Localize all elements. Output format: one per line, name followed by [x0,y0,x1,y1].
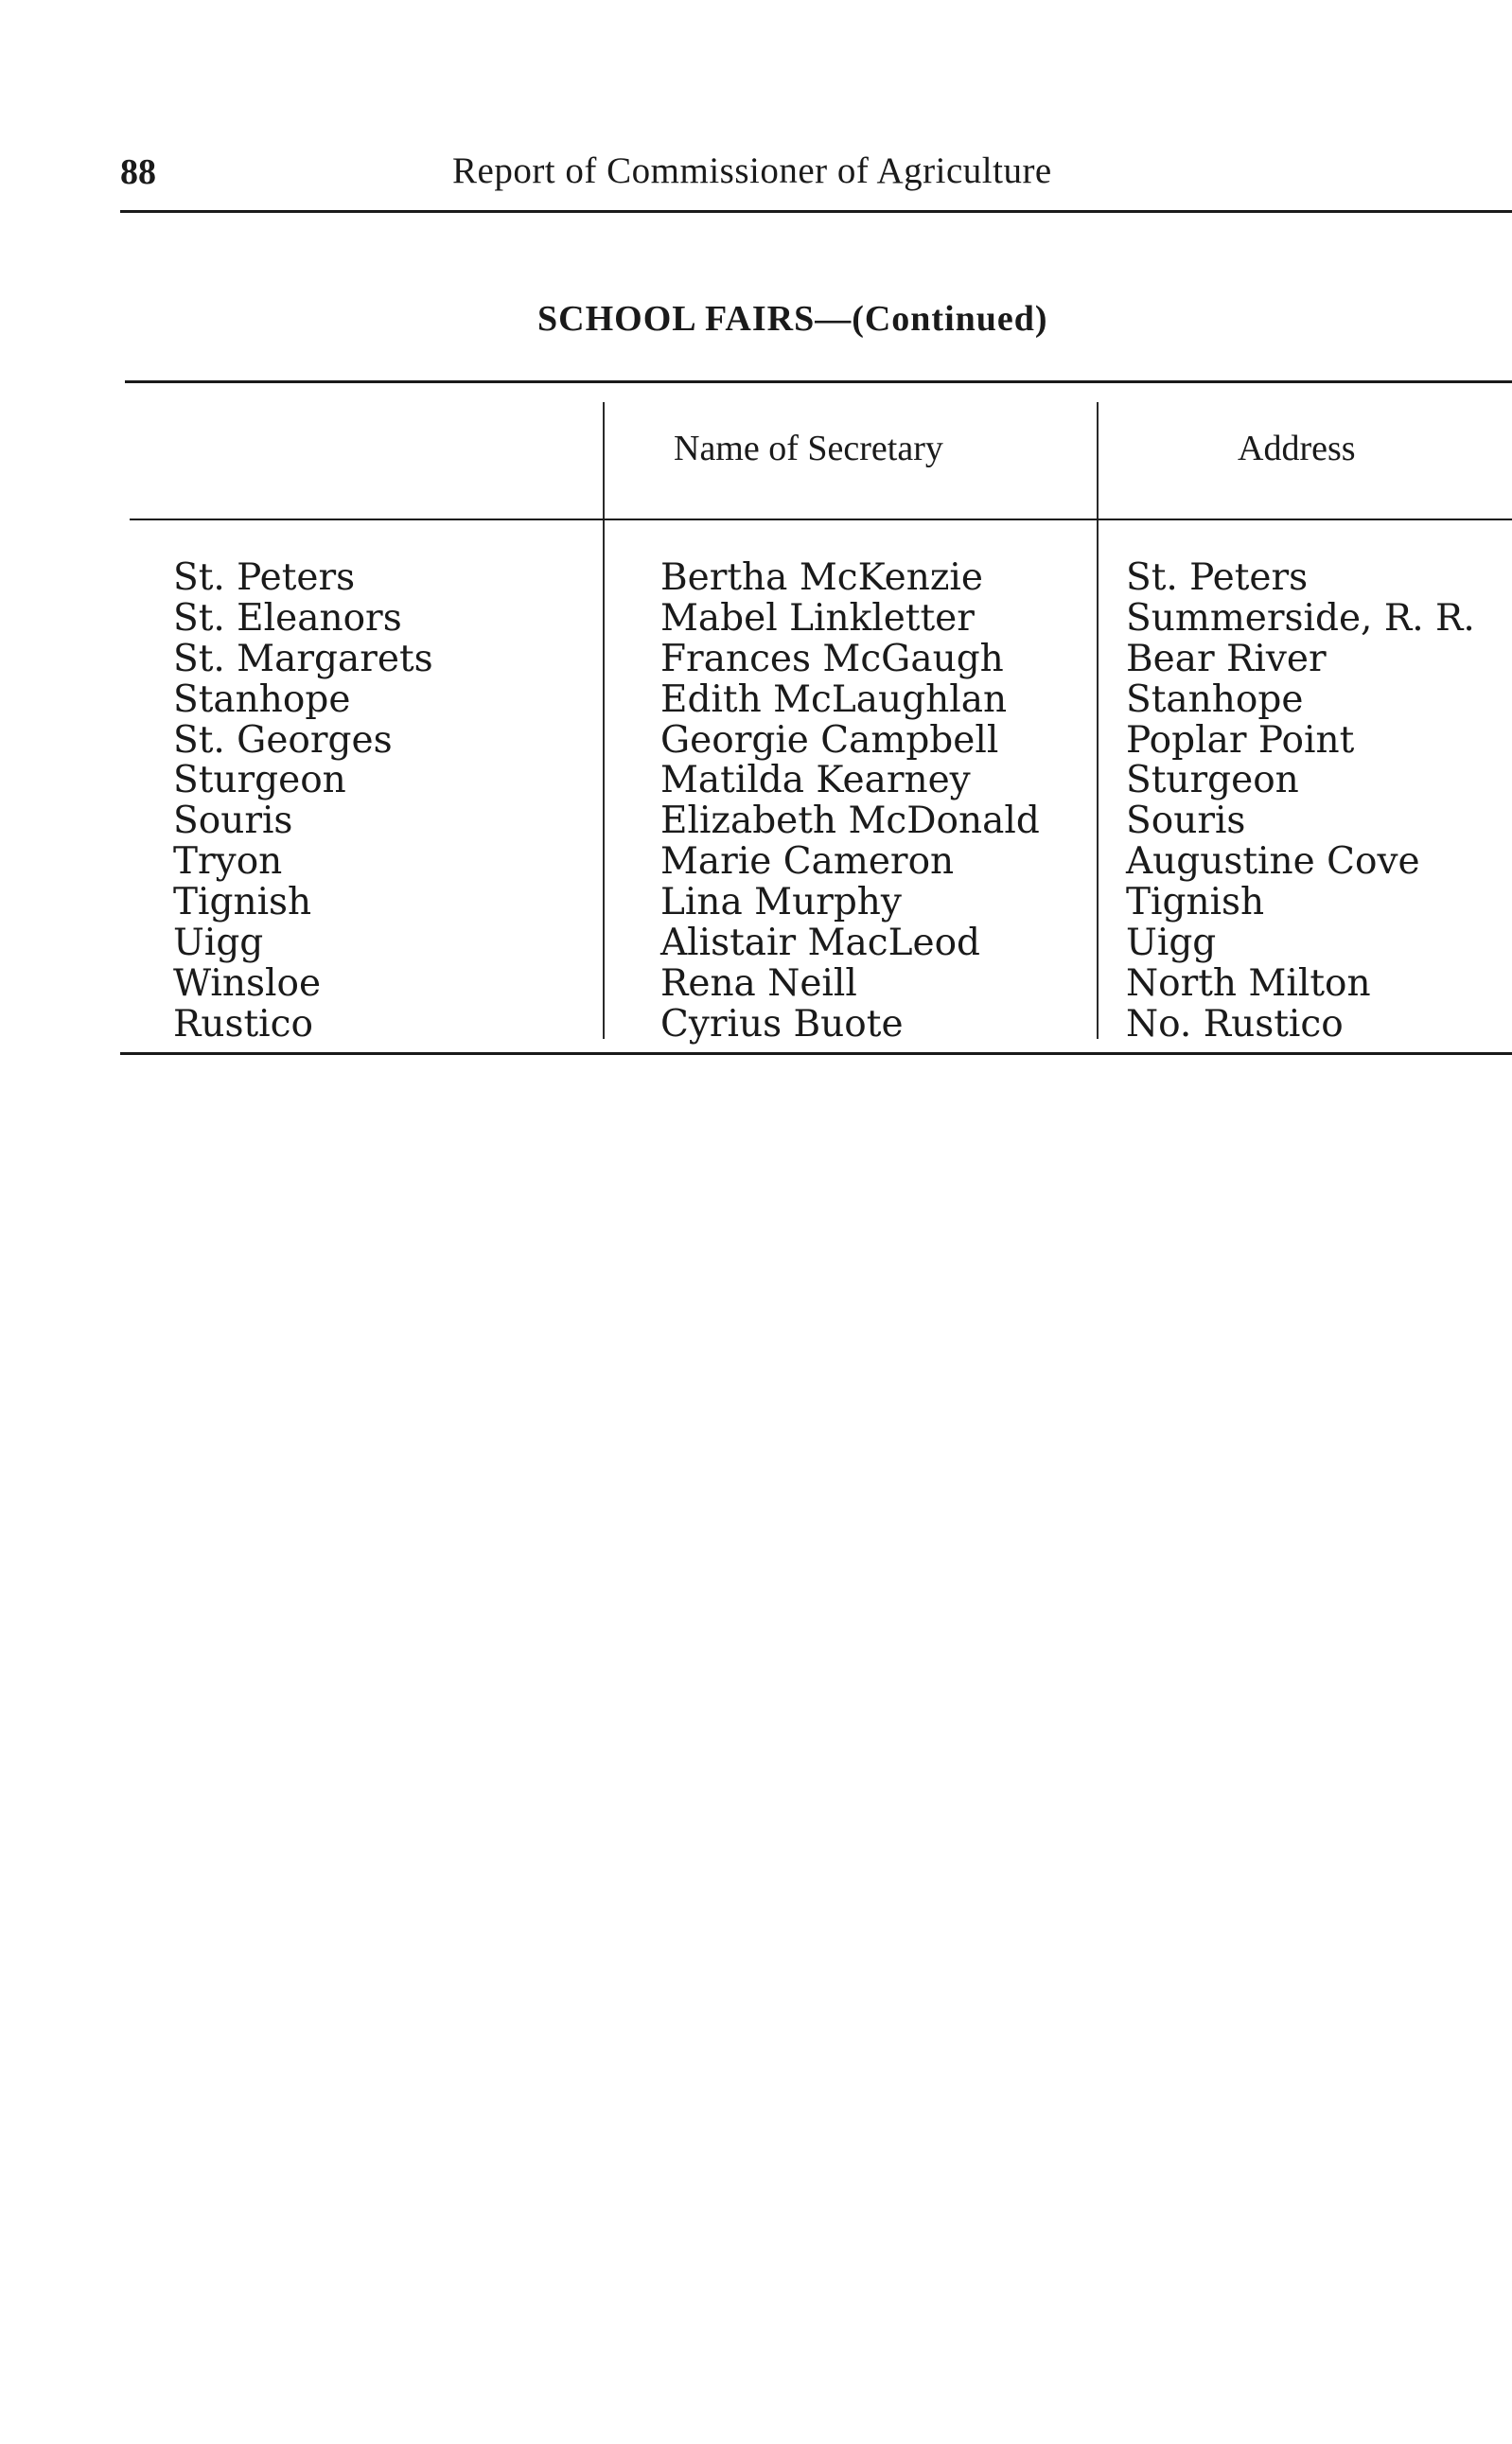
address-cell: Stanhope [1126,677,1304,721]
secretary-cell: Lina Murphy [660,881,902,924]
secretary-cell: Matilda Kearney [660,759,971,802]
page-number: 88 [120,152,156,192]
secretary-cell: Edith McLaughlan [660,677,1008,721]
address-cell: Bear River [1126,637,1327,680]
address-cell: Uigg [1126,922,1217,965]
address-cell: Augustine Cove [1126,840,1420,884]
place-column [173,558,433,1046]
secretary-column [660,558,1040,1046]
place-cell: Uigg [173,922,264,965]
table-header-rule [130,519,1512,520]
address-cell: St. Peters [1126,556,1309,599]
place-cell: Sturgeon [173,759,346,802]
address-cell: Souris [1126,800,1246,843]
table-title: SCHOOL FAIRS—(Continued) [537,299,1048,339]
place-cell: St. Georges [173,718,393,762]
place-cell: Rustico [173,1002,313,1046]
secretary-cell: Alistair MacLeod [660,922,981,965]
header-rule [120,210,1512,213]
place-cell: Tryon [173,840,283,884]
secretary-cell: Elizabeth McDonald [660,800,1040,843]
secretary-cell: Mabel Linkletter [660,596,975,640]
place-cell: St. Eleanors [173,596,402,640]
secretary-cell: Marie Cameron [660,840,955,884]
secretary-cell: Frances McGaugh [660,637,1004,680]
place-cell: Stanhope [173,677,351,721]
place-cell: Tignish [173,881,312,924]
place-cell: St. Peters [173,556,356,599]
address-cell: Sturgeon [1126,759,1299,802]
address-cell: Summerside, R. R. [1126,596,1475,640]
secretary-cell: Rena Neill [660,961,857,1005]
table-bottom-rule [120,1052,1512,1055]
running-head: Report of Commissioner of Agriculture [452,150,1052,191]
place-cell: St. Margarets [173,637,433,680]
address-cell: Poplar Point [1126,718,1355,762]
column-header-secretary: Name of Secretary [674,429,943,468]
address-cell: Tignish [1126,881,1265,924]
place-cell: Souris [173,800,293,843]
address-column [1126,558,1475,1046]
place-cell: Winsloe [173,961,322,1005]
column-divider [603,402,605,1039]
column-divider [1097,402,1099,1039]
secretary-cell: Cyrius Buote [660,1002,904,1046]
address-cell: North Milton [1126,961,1371,1005]
address-cell: No. Rustico [1126,1002,1344,1046]
table-top-rule [125,380,1512,383]
column-header-address: Address [1238,429,1356,468]
secretary-cell: Georgie Campbell [660,718,999,762]
secretary-cell: Bertha McKenzie [660,556,983,599]
